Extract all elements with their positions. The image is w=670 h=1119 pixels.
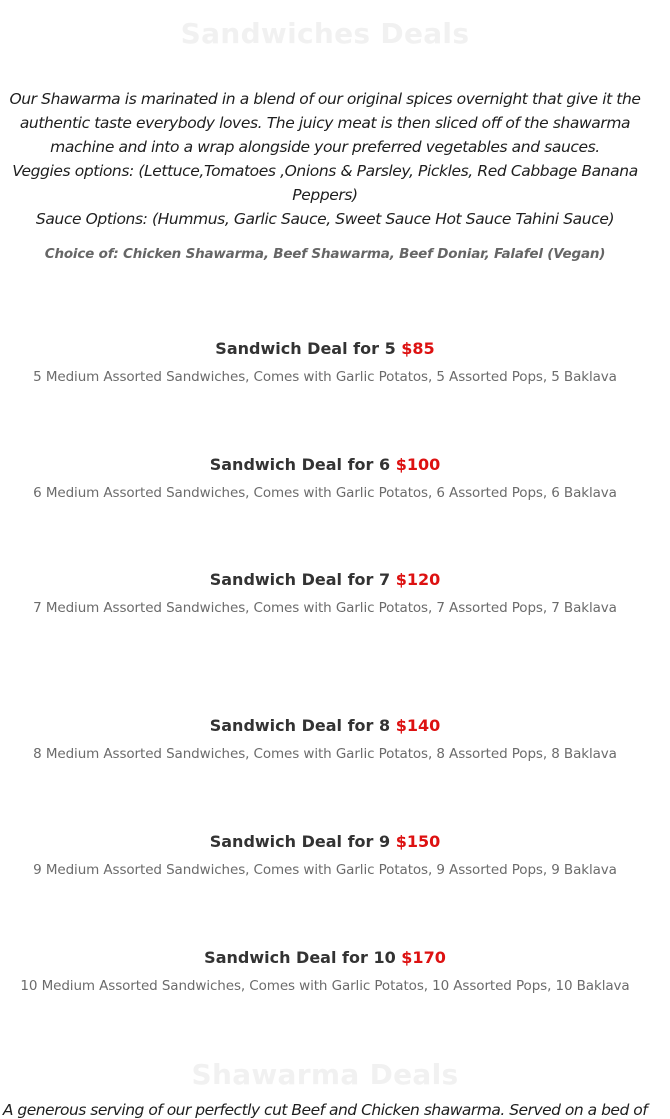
deal-description: 5 Medium Assorted Sandwiches, Comes with Garlic Potatos, 5 Assorted Pops, 5 Baklava [33,369,617,385]
deal-title-row [0,569,650,591]
deal-title: Sandwich Deal for 7 [209,570,391,589]
deal-item [0,454,650,502]
deal-title-row [0,947,650,969]
deal-item [0,947,650,995]
shawarma-intro: A generous serving of our perfectly cut Beef and Chicken shawarma. Served on a bed of [2,1101,648,1119]
deal-price: $100 [395,455,441,474]
deal-price: $120 [395,570,441,589]
deal-title: Sandwich Deal for 9 [209,832,391,851]
meat-choice-text: Choice of: Chicken Shawarma, Beef Shawarma, Beef Doniar, Falafel (Vegan) [44,246,606,262]
deal-description: 9 Medium Assorted Sandwiches, Comes with Garlic Potatos, 9 Assorted Pops, 9 Baklava [33,862,617,878]
shawarma-deals-heading: Shawarma Deals [191,1058,459,1091]
deal-title: Sandwich Deal for 5 [215,339,396,358]
deal-item [0,569,650,617]
intro-line: machine and into a wrap alongside your preferred vegetables and sauces. [50,138,600,156]
sandwiches-deals-heading: Sandwiches Deals [180,17,470,50]
sandwich-intro [0,87,650,231]
deal-price: $85 [401,339,435,358]
deal-title-row [0,454,650,476]
deal-title: Sandwich Deal for 10 [204,948,396,967]
deal-description: 8 Medium Assorted Sandwiches, Comes with Garlic Potatos, 8 Assorted Pops, 8 Baklava [33,746,617,762]
deal-description: 7 Medium Assorted Sandwiches, Comes with Garlic Potatos, 7 Assorted Pops, 7 Baklava [33,600,617,616]
deal-title-row [0,338,650,360]
deal-price: $140 [395,716,441,735]
deal-price: $150 [395,832,441,851]
deal-description: 6 Medium Assorted Sandwiches, Comes with Garlic Potatos, 6 Assorted Pops, 6 Baklava [33,485,617,501]
deal-title: Sandwich Deal for 6 [209,455,391,474]
intro-line: Our Shawarma is marinated in a blend of our original spices overnight that give it the [9,90,641,108]
intro-line: authentic taste everybody loves. The juicy meat is then sliced off of the shawarma [19,114,631,132]
deal-item [0,715,650,763]
veggies-options-line: Veggies options: (Lettuce,Tomatoes ,Onions & Parsley, Pickles, Red Cabbage Banana [12,162,638,180]
deal-item [0,831,650,879]
deal-title: Sandwich Deal for 8 [209,716,391,735]
deal-item [0,338,650,386]
deal-title-row [0,715,650,737]
deal-price: $170 [401,948,446,967]
veggies-options-line: Peppers) [292,186,358,204]
sauce-options-line: Sauce Options: (Hummus, Garlic Sauce, Sweet Sauce Hot Sauce Tahini Sauce) [35,210,615,228]
deal-description: 10 Medium Assorted Sandwiches, Comes with Garlic Potatos, 10 Assorted Pops, 10 Baklava [20,978,630,994]
deal-title-row [0,831,650,853]
